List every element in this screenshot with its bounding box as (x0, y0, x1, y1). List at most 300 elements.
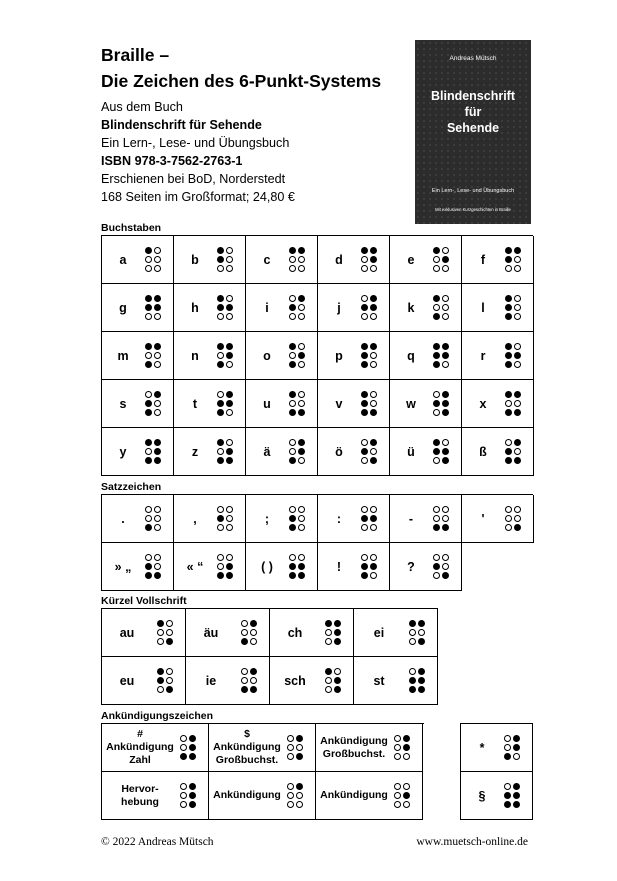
braille-dot-5 (514, 400, 521, 407)
braille-cell (102, 495, 174, 543)
braille-label: b (191, 252, 199, 267)
braille-dot-2 (289, 400, 296, 407)
braille-pattern (433, 295, 452, 327)
braille-dot-4 (226, 391, 233, 398)
braille-dot-4 (226, 506, 233, 513)
braille-dot-3 (433, 457, 440, 464)
braille-dot-1 (217, 247, 224, 254)
braille-cell (102, 332, 174, 380)
braille-dot-5 (298, 400, 305, 407)
braille-dot-5 (298, 256, 305, 263)
braille-dot-1 (145, 554, 152, 561)
braille-dot-1 (217, 343, 224, 350)
braille-pattern (217, 554, 236, 586)
braille-label: Hervor- hebung (121, 782, 159, 808)
braille-pattern (409, 668, 428, 700)
braille-dot-3 (289, 409, 296, 416)
braille-dot-1 (504, 735, 511, 742)
braille-dot-6 (442, 265, 449, 272)
braille-dot-5 (418, 629, 425, 636)
braille-dot-2 (145, 400, 152, 407)
braille-dot-5 (334, 629, 341, 636)
braille-dot-6 (513, 753, 520, 760)
braille-dot-5 (226, 448, 233, 455)
page-title (101, 42, 381, 94)
braille-dot-5 (298, 304, 305, 311)
braille-dot-6 (514, 409, 521, 416)
braille-label: » „ (114, 559, 132, 574)
braille-dot-3 (361, 361, 368, 368)
braille-dot-6 (403, 753, 410, 760)
braille-dot-1 (505, 506, 512, 513)
braille-dot-2 (289, 515, 296, 522)
braille-dot-4 (442, 343, 449, 350)
publisher: Erschienen bei BoD, Norderstedt (101, 172, 286, 186)
braille-dot-6 (226, 409, 233, 416)
braille-cell (246, 332, 318, 380)
braille-dot-4 (296, 783, 303, 790)
title-line-1: Braille – (101, 45, 170, 65)
braille-dot-6 (154, 524, 161, 531)
section-heading-contractions: Kürzel Vollschrift (101, 595, 187, 607)
braille-dot-3 (433, 524, 440, 531)
braille-dot-4 (442, 391, 449, 398)
braille-pattern (180, 783, 199, 815)
braille-dot-5 (370, 352, 377, 359)
braille-dot-5 (154, 400, 161, 407)
braille-dot-5 (154, 563, 161, 570)
braille-dot-2 (409, 677, 416, 684)
braille-pattern (433, 554, 452, 586)
braille-pattern (504, 783, 523, 815)
braille-dot-4 (154, 343, 161, 350)
braille-dot-5 (226, 515, 233, 522)
braille-pattern (145, 439, 164, 471)
braille-cell (316, 724, 423, 772)
braille-dot-3 (289, 361, 296, 368)
braille-dot-3 (289, 265, 296, 272)
braille-dot-2 (361, 352, 368, 359)
braille-dot-6 (514, 457, 521, 464)
braille-dot-5 (226, 400, 233, 407)
braille-cell (318, 495, 390, 543)
braille-dot-3 (157, 638, 164, 645)
braille-dot-1 (289, 554, 296, 561)
cover-subtitle-2: Mit exklusiven Kurzgeschichten in Braille (435, 207, 511, 212)
braille-dot-2 (217, 256, 224, 263)
braille-dot-4 (370, 391, 377, 398)
braille-label: § (478, 788, 486, 803)
braille-cell (186, 609, 270, 657)
braille-pattern (505, 247, 524, 279)
braille-dot-3 (433, 572, 440, 579)
braille-label: « “ (186, 559, 204, 574)
cover-title (415, 88, 531, 136)
braille-cell (318, 236, 390, 284)
braille-dot-6 (154, 313, 161, 320)
braille-dot-3 (217, 313, 224, 320)
braille-dot-6 (403, 801, 410, 808)
braille-pattern (289, 391, 308, 423)
braille-dot-5 (166, 677, 173, 684)
braille-dot-1 (505, 247, 512, 254)
braille-dot-6 (442, 457, 449, 464)
braille-dot-5 (334, 677, 341, 684)
braille-pattern (505, 506, 524, 538)
braille-cell (462, 428, 534, 476)
braille-dot-5 (514, 352, 521, 359)
braille-dot-5 (370, 448, 377, 455)
braille-dot-4 (514, 506, 521, 513)
braille-dot-2 (325, 629, 332, 636)
braille-dot-2 (433, 400, 440, 407)
braille-dot-3 (217, 409, 224, 416)
braille-pattern (145, 506, 164, 538)
braille-dot-4 (514, 247, 521, 254)
braille-dot-2 (157, 629, 164, 636)
braille-label: w (406, 396, 416, 411)
braille-dot-1 (505, 439, 512, 446)
braille-label: - (408, 511, 414, 526)
braille-dot-6 (296, 801, 303, 808)
braille-label: m (117, 348, 129, 363)
braille-dot-2 (289, 304, 296, 311)
braille-dot-5 (442, 352, 449, 359)
braille-dot-1 (361, 554, 368, 561)
braille-dot-3 (505, 265, 512, 272)
braille-dot-4 (403, 783, 410, 790)
braille-dot-2 (361, 256, 368, 263)
braille-dot-3 (433, 409, 440, 416)
braille-dot-1 (145, 343, 152, 350)
braille-dot-4 (513, 783, 520, 790)
braille-dot-2 (505, 352, 512, 359)
punctuation-table (101, 494, 533, 591)
braille-dot-5 (154, 352, 161, 359)
braille-pattern (145, 343, 164, 375)
braille-cell (102, 543, 174, 591)
braille-dot-2 (217, 448, 224, 455)
braille-label: s (119, 396, 127, 411)
braille-dot-1 (361, 391, 368, 398)
braille-dot-5 (514, 304, 521, 311)
cover-author: Andreas Mütsch (449, 55, 497, 62)
braille-pattern (505, 343, 524, 375)
braille-dot-4 (166, 668, 173, 675)
braille-dot-3 (361, 524, 368, 531)
braille-dot-2 (361, 304, 368, 311)
braille-label: x (479, 396, 487, 411)
braille-dot-3 (241, 686, 248, 693)
braille-dot-1 (287, 735, 294, 742)
braille-pattern (325, 620, 344, 652)
braille-dot-2 (505, 448, 512, 455)
braille-label: $ Ankündigung Großbuchst. (213, 728, 281, 766)
braille-pattern (361, 391, 380, 423)
braille-cell (318, 543, 390, 591)
braille-pattern (289, 247, 308, 279)
braille-dot-3 (409, 686, 416, 693)
braille-pattern (217, 506, 236, 538)
braille-label: e (407, 252, 415, 267)
braille-pattern (145, 247, 164, 279)
braille-label: st (373, 673, 385, 688)
braille-dot-3 (409, 638, 416, 645)
braille-dot-5 (370, 304, 377, 311)
braille-dot-1 (361, 439, 368, 446)
braille-dot-3 (325, 638, 332, 645)
braille-pattern (361, 295, 380, 327)
braille-dot-3 (241, 638, 248, 645)
braille-dot-4 (334, 620, 341, 627)
braille-dot-3 (217, 265, 224, 272)
braille-dot-1 (409, 620, 416, 627)
braille-dot-5 (442, 256, 449, 263)
braille-pattern (394, 783, 413, 815)
braille-dot-4 (298, 247, 305, 254)
braille-dot-5 (226, 256, 233, 263)
braille-dot-4 (370, 439, 377, 446)
braille-cell (318, 380, 390, 428)
braille-pattern (433, 247, 452, 279)
braille-dot-6 (370, 265, 377, 272)
braille-dot-1 (145, 439, 152, 446)
braille-dot-1 (433, 247, 440, 254)
braille-dot-1 (217, 554, 224, 561)
book-cover-image (415, 40, 531, 224)
braille-dot-4 (250, 620, 257, 627)
braille-dot-3 (433, 265, 440, 272)
braille-dot-2 (289, 563, 296, 570)
braille-cell (174, 236, 246, 284)
braille-dot-2 (361, 448, 368, 455)
braille-dot-2 (505, 256, 512, 263)
braille-dot-1 (409, 668, 416, 675)
braille-dot-5 (442, 304, 449, 311)
braille-dot-6 (442, 409, 449, 416)
braille-dot-4 (166, 620, 173, 627)
braille-dot-2 (241, 629, 248, 636)
book-info (101, 98, 295, 206)
braille-cell (270, 657, 354, 705)
braille-dot-3 (289, 524, 296, 531)
braille-pattern (504, 735, 523, 767)
braille-dot-2 (145, 448, 152, 455)
braille-cell (390, 332, 462, 380)
braille-dot-2 (145, 352, 152, 359)
braille-pattern (409, 620, 428, 652)
braille-pattern (217, 439, 236, 471)
braille-cell (102, 236, 174, 284)
braille-dot-2 (433, 304, 440, 311)
braille-cell (318, 332, 390, 380)
book-subtitle: Ein Lern-, Lese- und Übungsbuch (101, 136, 290, 150)
braille-dot-2 (217, 304, 224, 311)
braille-dot-3 (145, 313, 152, 320)
braille-pattern (289, 439, 308, 471)
braille-label: # Ankündigung Zahl (106, 728, 174, 766)
braille-dot-3 (145, 457, 152, 464)
braille-dot-3 (505, 524, 512, 531)
braille-dot-1 (145, 247, 152, 254)
braille-dot-4 (418, 668, 425, 675)
braille-pattern (289, 506, 308, 538)
braille-dot-6 (154, 409, 161, 416)
braille-dot-4 (154, 439, 161, 446)
braille-dot-6 (370, 361, 377, 368)
braille-label: n (191, 348, 199, 363)
braille-dot-2 (504, 744, 511, 751)
braille-dot-2 (289, 256, 296, 263)
braille-cell (174, 380, 246, 428)
braille-dot-6 (334, 638, 341, 645)
braille-dot-2 (361, 400, 368, 407)
braille-dot-5 (250, 677, 257, 684)
braille-dot-3 (505, 409, 512, 416)
braille-dot-4 (442, 506, 449, 513)
braille-dot-3 (145, 265, 152, 272)
braille-dot-3 (394, 801, 401, 808)
braille-label: : (336, 511, 342, 526)
braille-dot-2 (217, 352, 224, 359)
braille-dot-3 (361, 409, 368, 416)
braille-dot-1 (325, 668, 332, 675)
braille-cell (102, 284, 174, 332)
cover-subtitle: Ein Lern-, Lese- und Übungsbuch (431, 188, 515, 194)
braille-dot-4 (189, 783, 196, 790)
braille-dot-1 (433, 554, 440, 561)
braille-dot-5 (513, 792, 520, 799)
braille-pattern (217, 391, 236, 423)
braille-dot-1 (289, 343, 296, 350)
braille-cell (102, 609, 186, 657)
braille-label: i (265, 300, 269, 315)
braille-label: Ankündigung Großbuchst. (320, 734, 388, 760)
braille-dot-5 (370, 515, 377, 522)
braille-pattern (361, 343, 380, 375)
braille-dot-6 (298, 313, 305, 320)
braille-dot-5 (154, 515, 161, 522)
braille-dot-2 (505, 400, 512, 407)
braille-pattern (241, 668, 260, 700)
braille-dot-3 (180, 801, 187, 808)
braille-dot-4 (370, 554, 377, 561)
braille-pattern (394, 735, 413, 767)
braille-dot-4 (154, 295, 161, 302)
braille-dot-5 (370, 400, 377, 407)
braille-dot-6 (418, 638, 425, 645)
braille-label: ch (287, 625, 303, 640)
braille-dot-1 (504, 783, 511, 790)
braille-label: ' (481, 511, 485, 526)
braille-dot-4 (514, 439, 521, 446)
braille-dot-2 (217, 515, 224, 522)
braille-label: ? (407, 559, 415, 574)
braille-dot-3 (289, 572, 296, 579)
braille-dot-2 (180, 744, 187, 751)
braille-label: q (407, 348, 415, 363)
braille-dot-1 (180, 783, 187, 790)
braille-dot-4 (403, 735, 410, 742)
braille-dot-6 (154, 361, 161, 368)
braille-dot-3 (325, 686, 332, 693)
braille-cell (174, 428, 246, 476)
braille-dot-1 (433, 506, 440, 513)
braille-dot-2 (433, 256, 440, 263)
braille-dot-3 (289, 313, 296, 320)
braille-dot-6 (189, 801, 196, 808)
braille-pattern (145, 391, 164, 423)
braille-dot-1 (289, 439, 296, 446)
braille-dot-4 (442, 295, 449, 302)
braille-cell (174, 332, 246, 380)
braille-dot-5 (154, 256, 161, 263)
braille-label: y (119, 444, 127, 459)
braille-dot-3 (217, 361, 224, 368)
braille-dot-5 (403, 792, 410, 799)
braille-dot-4 (154, 247, 161, 254)
braille-dot-2 (325, 677, 332, 684)
braille-dot-4 (250, 668, 257, 675)
braille-pattern (217, 247, 236, 279)
braille-dot-2 (394, 744, 401, 751)
braille-dot-2 (217, 563, 224, 570)
braille-cell (102, 724, 209, 772)
braille-dot-6 (226, 313, 233, 320)
braille-pattern (145, 295, 164, 327)
braille-dot-4 (298, 343, 305, 350)
braille-cell (318, 284, 390, 332)
braille-cell (390, 236, 462, 284)
braille-label: z (191, 444, 199, 459)
braille-dot-4 (370, 295, 377, 302)
braille-cell (390, 380, 462, 428)
braille-dot-5 (442, 400, 449, 407)
braille-pattern (433, 439, 452, 471)
braille-dot-6 (514, 265, 521, 272)
braille-cell (462, 332, 534, 380)
braille-cell (318, 428, 390, 476)
braille-label: ü (407, 444, 415, 459)
section-heading-letters: Buchstaben (101, 222, 162, 234)
braille-dot-4 (370, 343, 377, 350)
braille-dot-6 (442, 524, 449, 531)
braille-cell (461, 724, 533, 772)
braille-label: l (481, 300, 485, 315)
braille-dot-6 (166, 638, 173, 645)
braille-dot-2 (157, 677, 164, 684)
braille-cell (246, 495, 318, 543)
braille-dot-1 (289, 506, 296, 513)
section-heading-punctuation: Satzzeichen (101, 481, 162, 493)
braille-dot-6 (418, 686, 425, 693)
braille-dot-4 (226, 247, 233, 254)
braille-dot-6 (250, 686, 257, 693)
braille-label: ß (479, 444, 487, 459)
braille-dot-3 (217, 457, 224, 464)
braille-dot-3 (433, 313, 440, 320)
braille-label: v (335, 396, 343, 411)
braille-dot-4 (226, 295, 233, 302)
braille-cell (174, 495, 246, 543)
braille-cell (186, 657, 270, 705)
braille-dot-5 (298, 563, 305, 570)
braille-cell (270, 609, 354, 657)
braille-pattern (433, 391, 452, 423)
braille-pattern (505, 439, 524, 471)
braille-pattern (287, 735, 306, 767)
braille-dot-6 (154, 265, 161, 272)
